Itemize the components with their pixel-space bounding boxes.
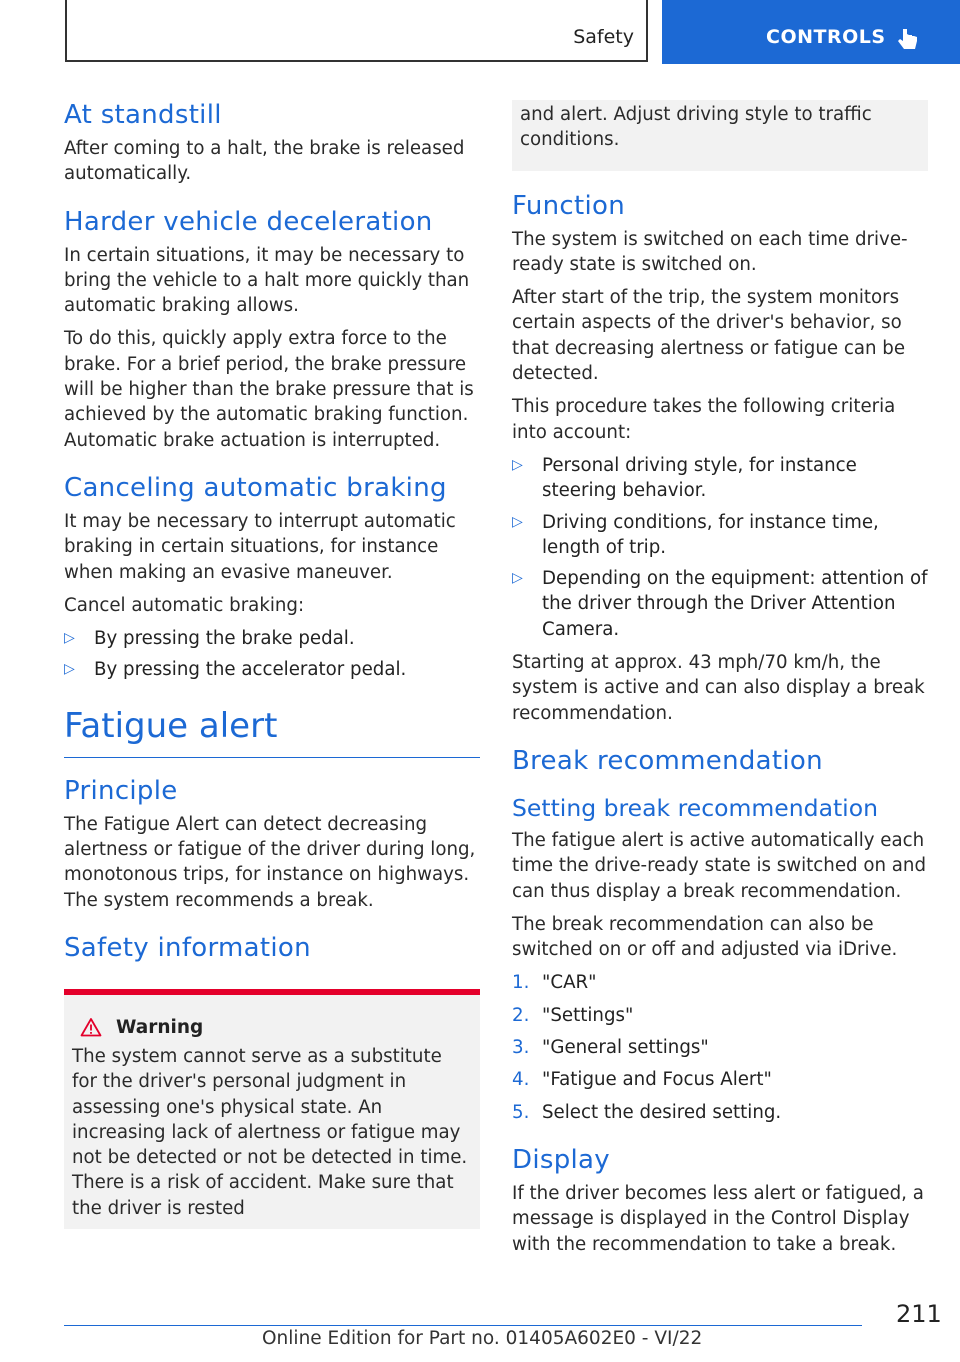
step-number: 5. [512, 1101, 530, 1123]
warning-title: Warning [116, 1016, 204, 1038]
list-item-text: Depending on the equipment: attention of the driver through the Driver Attention Camera. [542, 568, 928, 640]
paragraph-function-1: The system is switched on each time drive-ready state is switched on. [512, 228, 908, 275]
footer-edition: Online Edition for Part no. 01405A602E0 - VI/22 [262, 1328, 703, 1349]
paragraph-harder-2: To do this, quickly apply extra force to the brake. For a brief period, the brake pressure will be higher than the brake pressure that is achieved by the automatic braking function. Automatic brake actuation is interrupted. [64, 328, 474, 451]
heading-at-standstill: At standstill [64, 100, 222, 130]
footer-divider [64, 1325, 862, 1326]
heading-setting-break: Setting break recommendation [512, 793, 878, 822]
paragraph-principle: The Fatigue Alert can detect decreasing alertness or fatigue of the driver during long, monotonous trips, for instance on highways. The system recommends a break. [64, 813, 476, 911]
heading-principle: Principle [64, 775, 178, 806]
heading-safety-information: Safety information [64, 932, 311, 963]
heading-canceling-braking: Canceling automatic braking [64, 472, 447, 503]
steps-list [512, 970, 928, 1124]
triangle-bullet-icon: ▷ [64, 661, 75, 678]
list-item [512, 1100, 928, 1125]
heading-break-recommendation: Break recommendation [512, 745, 823, 776]
warning-text: The system cannot serve as a substitute for the driver's personal judgment in assessing one's physical state. An increasing lack of alertness or fatigue may not be detected or not be detected in time. There is a risk of accident. Make sure that the driver is rested [72, 1045, 468, 1219]
list-item-text: Personal driving style, for instance steering behavior. [542, 454, 857, 502]
triangle-bullet-icon: ▷ [64, 630, 75, 647]
step-number: 3. [512, 1037, 530, 1059]
heading-function: Function [512, 190, 625, 221]
paragraph-function-2: After start of the trip, the system monitors certain aspects of the driver's behavior, so that decreasing alertness or fatigue can be detected. [512, 287, 906, 385]
step-number: 2. [512, 1004, 530, 1026]
warning-box-continuation: and alert. Adjust driving style to traffic conditions. [512, 100, 928, 171]
triangle-bullet-icon: ▷ [512, 513, 523, 530]
list-item [512, 453, 928, 504]
right-column [512, 100, 928, 1265]
heading-fatigue-alert: Fatigue alert [64, 705, 480, 758]
step-number: 4. [512, 1069, 530, 1091]
criteria-list [512, 453, 928, 642]
paragraph-harder-1: In certain situations, it may be necessary to bring the vehicle to a halt more quickly than automatic braking allows. [64, 244, 470, 317]
warning-header [72, 1017, 472, 1038]
list-item [512, 566, 928, 642]
list-item [512, 970, 928, 995]
step-number: 1. [512, 972, 530, 994]
step-text: "Settings" [542, 1004, 634, 1026]
heading-harder-deceleration: Harder vehicle deceleration [64, 206, 433, 237]
paragraph-display: If the driver becomes less alert or fatigued, a message is displayed in the Control Display with the recommendation to take a break. [512, 1182, 924, 1255]
header-chapter-title: CONTROLS [766, 26, 886, 48]
paragraph-cancel-2: Cancel automatic braking: [64, 594, 305, 616]
step-text: "Fatigue and Focus Alert" [542, 1069, 772, 1091]
paragraph-function-3: This procedure takes the following criteria into account: [512, 396, 896, 443]
list-item [512, 1035, 928, 1060]
triangle-bullet-icon: ▷ [512, 456, 523, 473]
paragraph-setting-1: The fatigue alert is active automatically each time the drive-ready state is switched on and can thus display a break recommendation. [512, 829, 926, 902]
list-item-text: Driving conditions, for instance time, length of trip. [542, 511, 879, 558]
warning-box [64, 989, 480, 1229]
triangle-bullet-icon: ▷ [512, 570, 523, 587]
step-text: Select the desired setting. [542, 1101, 782, 1123]
paragraph-cancel-1: It may be necessary to interrupt automatic braking in certain situations, for instance when making an evasive maneuver. [64, 510, 456, 583]
step-text: "General settings" [542, 1037, 709, 1059]
paragraph-standstill: After coming to a halt, the brake is released automatically. [64, 138, 465, 185]
list-item-text: By pressing the accelerator pedal. [94, 659, 407, 681]
heading-display: Display [512, 1144, 610, 1175]
list-item [64, 657, 480, 682]
cancel-list [64, 626, 480, 683]
list-item [64, 626, 480, 651]
list-item-text: By pressing the brake pedal. [94, 628, 355, 650]
list-item [512, 510, 928, 561]
page-number: 211 [896, 1300, 942, 1328]
list-item [512, 1003, 928, 1028]
warning-triangle-icon [80, 1017, 102, 1037]
header-tab [65, 0, 648, 62]
left-column [64, 100, 480, 1229]
paragraph-function-4: Starting at approx. 43 mph/70 km/h, the system is active and can also display a break recommendation. [512, 652, 925, 724]
paragraph-setting-2: The break recommendation can also be switched on or off and adjusted via iDrive. [512, 913, 898, 961]
header-section-title: Safety [573, 26, 634, 48]
hand-pointer-icon [896, 27, 920, 53]
step-text: "CAR" [542, 972, 597, 994]
list-item [512, 1067, 928, 1092]
